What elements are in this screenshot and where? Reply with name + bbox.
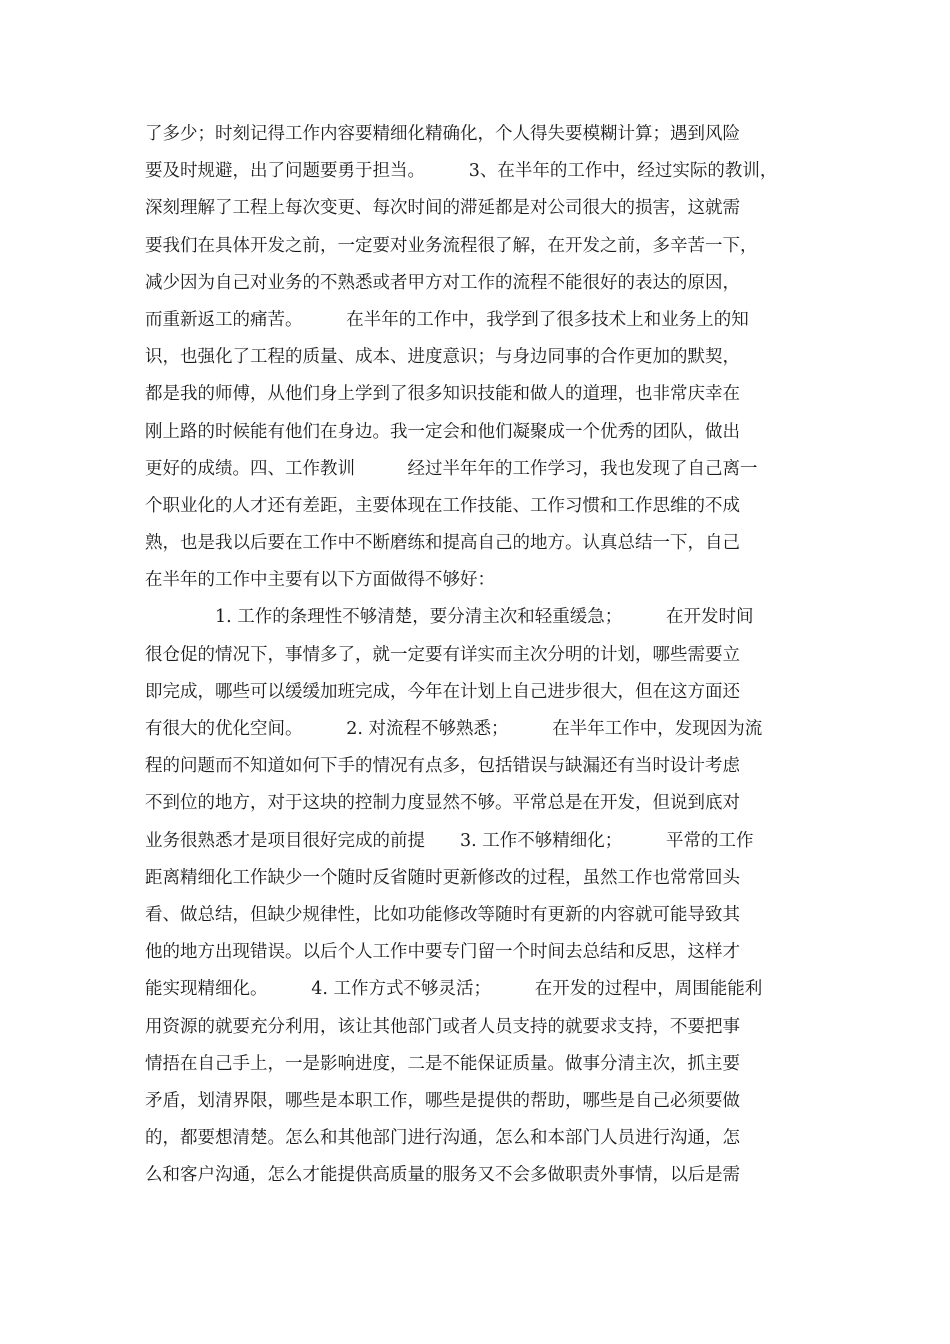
text-line: 识，也强化了工程的质量、成本、进度意识；与身边同事的合作更加的默契， xyxy=(145,347,740,368)
text-line: 的，都要想清楚。怎么和其他部门进行沟通，怎么和本部门人员进行沟通，怎 xyxy=(145,1128,740,1149)
text-line: 更好的成绩。四、工作教训 经过半年年的工作学习，我也发现了自己离一 xyxy=(145,458,758,479)
text-line: 要我们在具体开发之前，一定要对业务流程很了解，在开发之前，多辛苦一下， xyxy=(145,235,758,256)
text-line: 矛盾，划清界限，哪些是本职工作，哪些是提供的帮助，哪些是自己必须要做 xyxy=(145,1090,740,1111)
text-line: 用资源的就要充分利用，该让其他部门或者人员支持的就要求支持，不要把事 xyxy=(145,1016,740,1037)
text-line: 不到位的地方，对于这块的控制力度显然不够。平常总是在开发，但说到底对 xyxy=(145,793,740,814)
text-line: 而重新返工的痛苦。 在半年的工作中，我学到了很多技术上和业务上的知 xyxy=(145,309,749,330)
text-line: 即完成，哪些可以缓缓加班完成，今年在计划上自己进步很大，但在这方面还 xyxy=(145,681,740,702)
text-line: 要及时规避，出了问题要勇于担当。 3、在半年的工作中，经过实际的教训， xyxy=(145,161,778,182)
text-line: 距离精细化工作缺少一个随时反省随时更新修改的过程，虽然工作也常常回头 xyxy=(145,867,740,888)
text-line: 业务很熟悉才是项目很好完成的前提 3. 工作不够精细化； 平常的工作 xyxy=(145,830,754,851)
text-line: 个职业化的人才还有差距，主要体现在工作技能、工作习惯和工作思维的不成 xyxy=(145,495,740,516)
text-line: 都是我的师傅，从他们身上学到了很多知识技能和做人的道理，也非常庆幸在 xyxy=(145,384,740,405)
text-line: 减少因为自己对业务的不熟悉或者甲方对工作的流程不能很好的表达的原因， xyxy=(145,272,740,293)
text-line: 在半年的工作中主要有以下方面做得不够好： xyxy=(145,570,495,591)
text-line: 了多少；时刻记得工作内容要精细化精确化，个人得失要模糊计算；遇到风险 xyxy=(145,124,740,144)
text-line: 有很大的优化空间。 2. 对流程不够熟悉； 在半年工作中，发现因为流 xyxy=(145,719,763,739)
text-line: 很仓促的情况下，事情多了，就一定要有详实而主次分明的计划，哪些需要立 xyxy=(145,644,740,665)
text-line: 他的地方出现错误。以后个人工作中要专门留一个时间去总结和反思，这样才 xyxy=(145,942,740,963)
text-line: 能实现精细化。 4. 工作方式不够灵活； 在开发的过程中，周围能能利 xyxy=(145,979,763,1000)
text-line: 看、做总结，但缺少规律性，比如功能修改等随时有更新的内容就可能导致其 xyxy=(145,904,740,925)
text-line: 深刻理解了工程上每次变更、每次时间的滞延都是对公司很大的损害，这就需 xyxy=(145,198,740,219)
text-line: 情捂在自己手上，一是影响进度，二是不能保证质量。做事分清主次，抓主要 xyxy=(145,1053,740,1074)
text-line: 熟，也是我以后要在工作中不断磨练和提高自己的地方。认真总结一下，自己 xyxy=(145,533,740,554)
text-line: 刚上路的时候能有他们在身边。我一定会和他们凝聚成一个优秀的团队，做出 xyxy=(145,421,740,442)
body-text xyxy=(145,116,835,1194)
text-line: 程的问题而不知道如何下手的情况有点多，包括错误与缺漏还有当时设计考虑 xyxy=(145,756,740,777)
text-line: 1. 工作的条理性不够清楚，要分清主次和轻重缓急； 在开发时间 xyxy=(145,607,754,628)
text-line: 么和客户沟通，怎么才能提供高质量的服务又不会多做职责外事情，以后是需 xyxy=(145,1165,740,1186)
